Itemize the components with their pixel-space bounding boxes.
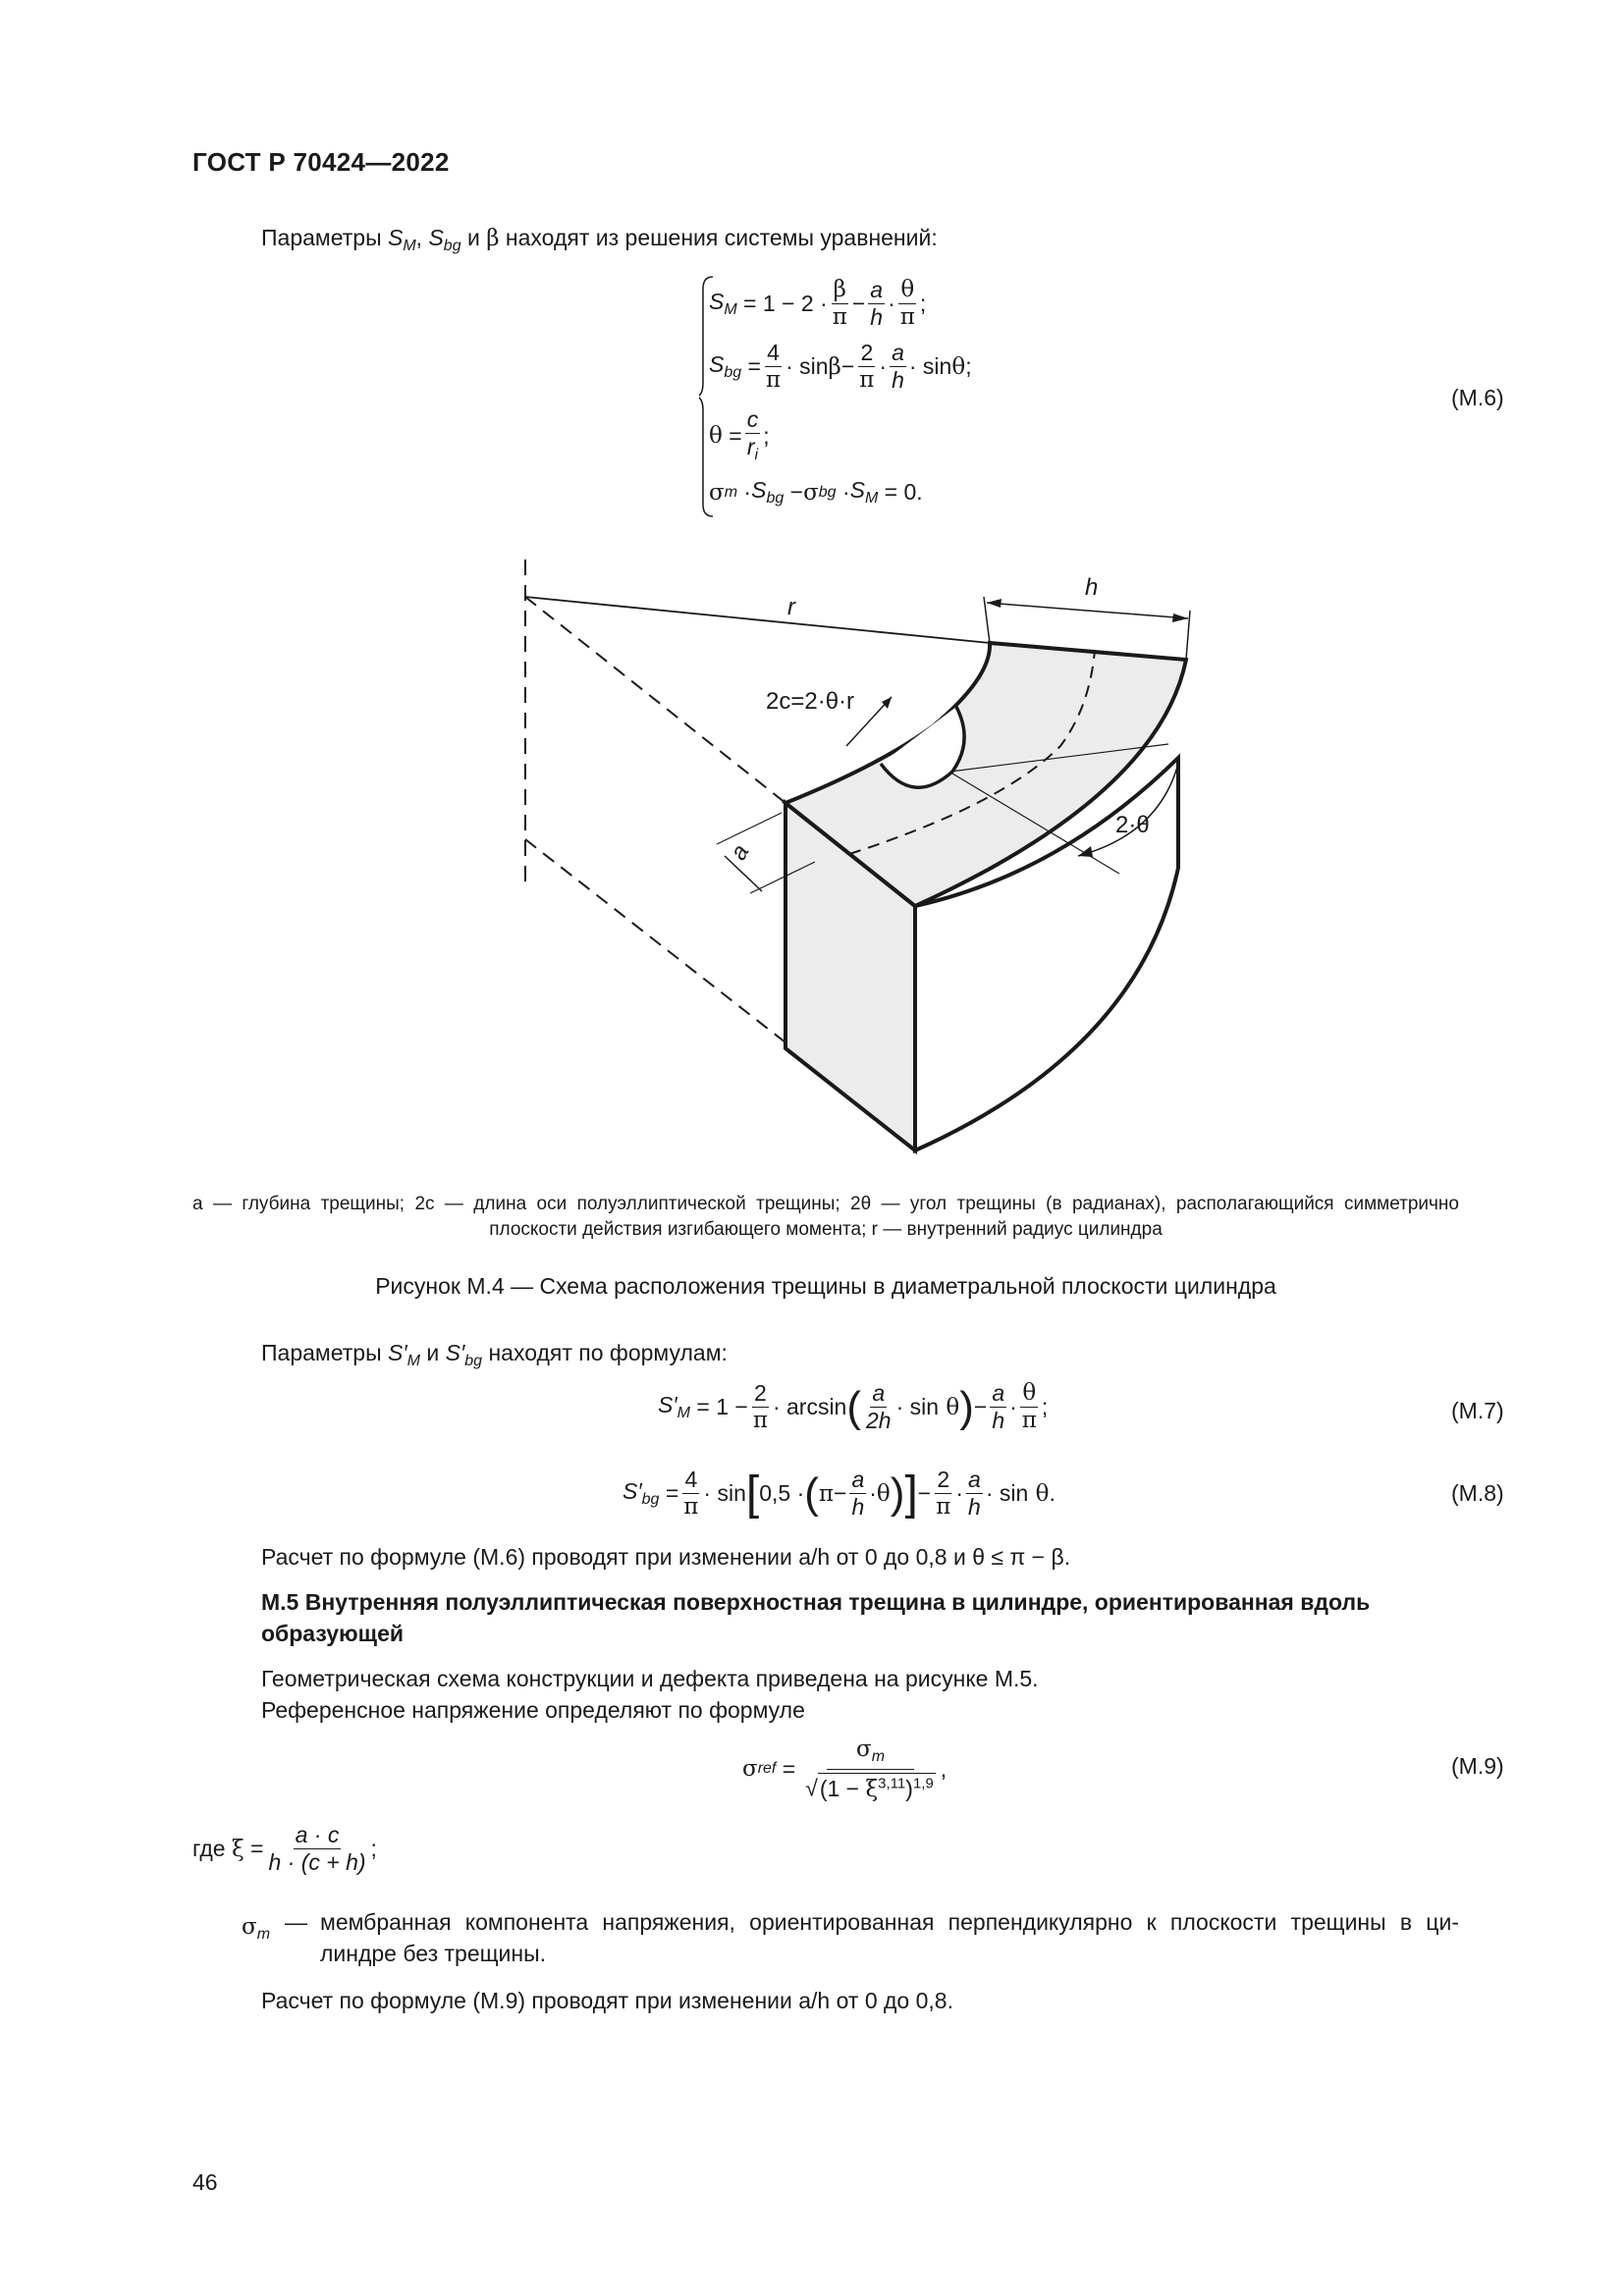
figure-label-crack-length: 2c=2·θ·r	[766, 688, 855, 715]
where-prefix: где	[192, 1836, 226, 1861]
figure-label-angle: 2·θ	[1115, 812, 1150, 838]
figure-legend: a — глубина трещины; 2c — длина оси полуэллиптической трещины; 2θ — угол трещины (в радианах), располагающийся симметрично плоскости действия изгибающего момента; r — внутренний радиус цилиндра	[192, 1194, 1459, 1240]
equation-number-m7: (М.7)	[1451, 1398, 1504, 1423]
sigma-symbol: $\sigma_m$	[242, 1914, 271, 1943]
geom-text: Геометрическая схема конструкции и дефекта приведена на рисунке М.5.	[261, 1666, 1039, 1691]
figure-radial-dash-lower	[525, 839, 785, 1042]
calc-m9-text: Расчет по формуле (М.9) проводят при изменении a/h от 0 до 0,8.	[261, 1988, 953, 2013]
system-line-2: $S_{bg}$ = $\frac{4}{\pi}$ · sin β − $\frac{2}{\pi}$ · $\frac{a}{h}$ · sin θ ;	[709, 340, 972, 393]
sigma-dash: —	[285, 1909, 307, 1935]
equation-number-m6: (М.6)	[1451, 385, 1504, 410]
section-m5-title-line2: образующей	[261, 1621, 405, 1646]
intro-params-text	[261, 222, 938, 262]
intro-params-visual: Параметры $S_M$, $S_{bg}$ и β находят из решения системы уравнений:	[261, 225, 938, 254]
figure-label-depth: a	[725, 839, 755, 865]
system-line-4: σ m · $S_{bg}$ − σ bg · $S_M$ = 0.	[709, 477, 923, 507]
ref-text: Референсное напряжение определяют по формуле	[261, 1697, 805, 1723]
xi-definition: где ξ = $\frac{a \cdot c}{h \cdot (c + h)}$ ;	[192, 1822, 377, 1875]
system-line-3: θ = $\frac{c}{r_i}$ ;	[709, 406, 770, 463]
equation-number-m9: (М.9)	[1451, 1753, 1504, 1779]
figure-caption: Рисунок М.4 — Схема расположения трещины в диаметральной плоскости цилиндра	[375, 1273, 1276, 1299]
params-prime-text: Параметры $S'_M$ и $S'_{bg}$ находят по формулам:	[261, 1340, 728, 1369]
sigma-definition-line2: линдре без трещины.	[320, 1941, 547, 1966]
figure-cylinder-crack	[491, 550, 1218, 1178]
calc-m6-text: Расчет по формуле (М.6) проводят при изменении a/h от 0 до 0,8 и θ ≤ π − β.	[261, 1544, 1071, 1570]
page-number: 46	[192, 2169, 218, 2195]
section-m5-title-line1: М.5 Внутренняя полуэллиптическая поверхностная трещина в цилиндре, ориентированная вдоль	[261, 1589, 1371, 1615]
figure-label-r: r	[787, 594, 795, 620]
document-code-header: ГОСТ Р 70424—2022	[192, 147, 450, 177]
figure-label-h: h	[1085, 574, 1099, 601]
equation-m8: $S'_{bg}$ = $\frac{4}{\pi}$ · sin [ 0,5 · ( π − $\frac{a}{h}$ · θ ) ] − $\frac{2}{\pi}$ · $\frac{a}{h}$ · sin θ .	[623, 1467, 1056, 1520]
equation-m7: $S'_M$ = 1 − $\frac{2}{\pi}$ · arcsin ( $\frac{a}{2h}$ · sin θ ) − $\frac{a}{h}$ · $\frac{\theta}{\pi}$ ;	[658, 1380, 1049, 1433]
figure-h-dimension-line	[987, 603, 1188, 618]
system-line-1: $S_M$ = 1 − 2 · $\frac{\beta}{\pi}$ − $\frac{a}{h}$ · $\frac{\theta}{\pi}$ ;	[709, 277, 927, 330]
equation-m9: σ ref = $\frac{\sigma_m}{√(1 - \xi^{3,11})^{1,9}}$ ,	[742, 1736, 947, 1802]
equation-number-m8: (М.8)	[1451, 1480, 1504, 1506]
equation-system-m6	[699, 271, 972, 516]
sigma-definition-line1: мембранная компонента напряжения, ориентированная перпендикулярно к плоскости трещины в ци-	[320, 1909, 1459, 1935]
figure-radial-dash-upper	[525, 597, 785, 803]
figure-r-dimension-line	[525, 597, 990, 643]
